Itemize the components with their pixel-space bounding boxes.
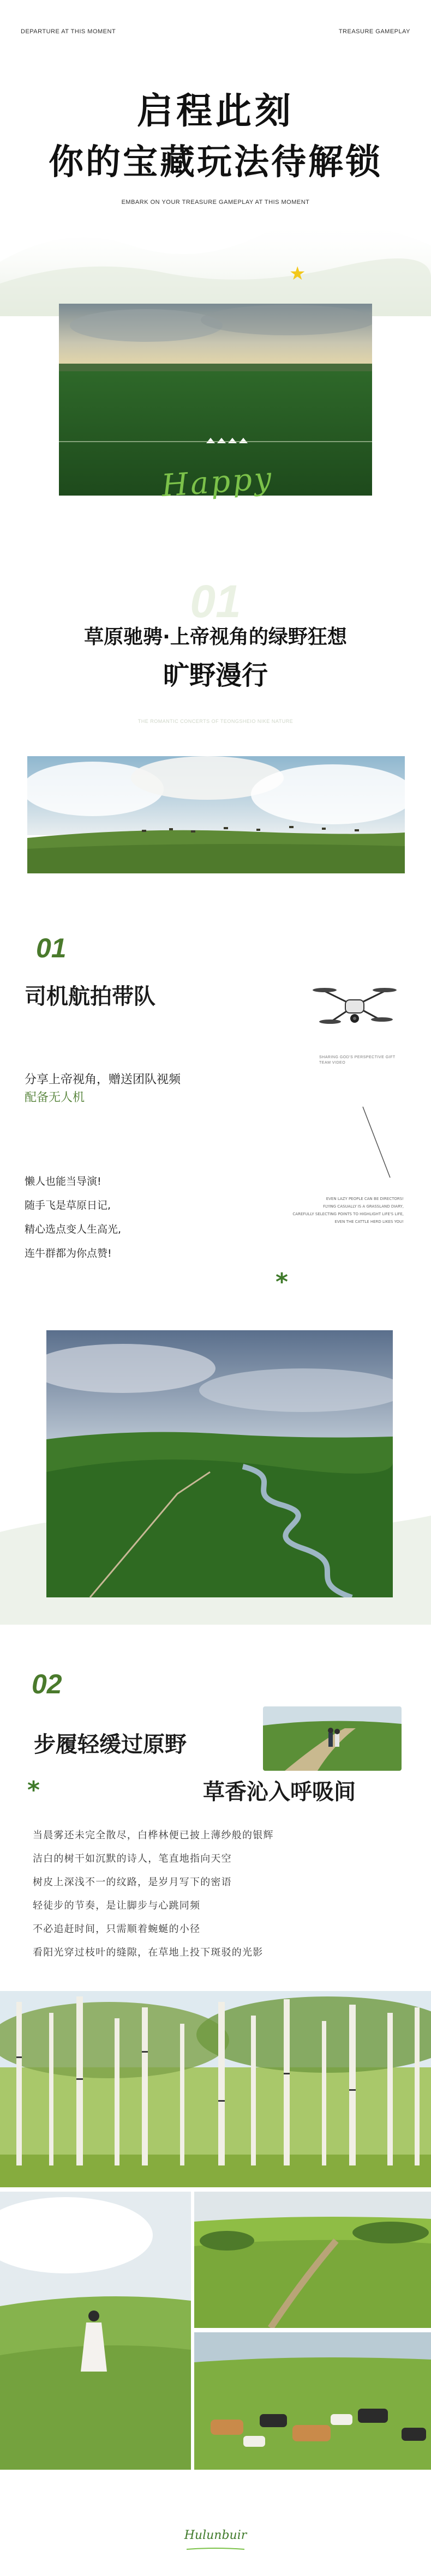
- cattle-herd-photo: [194, 2332, 431, 2470]
- hero-title-line1: 启程此刻: [137, 89, 294, 132]
- diagonal-line-decoration: [360, 1104, 393, 1180]
- drone-caption: SHARING GOD'S PERSPECTIVE GIFT TEAM VIDEO: [319, 1055, 396, 1065]
- header-right-tag: TREASURE GAMEPLAY: [338, 28, 410, 35]
- section2-title1: 步履轻缓过原野: [34, 1732, 187, 1757]
- star-icon: ★: [289, 263, 306, 285]
- girl-in-meadow-photo: [0, 2192, 191, 2470]
- section1-desc-line2: 配备无人机: [25, 1091, 85, 1105]
- section1-desc-line1: 分享上帝视角，赠送团队视频: [25, 1073, 181, 1087]
- section1-body: [25, 1169, 205, 1265]
- hero-title-line2: 你的宝藏玩法待解锁: [49, 142, 382, 183]
- happy-script-word: Happy: [160, 460, 275, 504]
- section1-body-line: 连牛群都为你点赞!: [25, 1247, 112, 1259]
- section2-paragraph: [33, 1824, 415, 1964]
- paragraph-line: 洁白的树干如沉默的诗人，笔直地指向天空: [33, 1853, 232, 1865]
- footer-logo-underline: [185, 2547, 246, 2551]
- meadow-path-photo: [194, 2192, 431, 2328]
- section2-number: 02: [32, 1669, 62, 1699]
- en-caption-line: FLYING CASUALLY IS A GRASSLAND DIARY,: [323, 1204, 404, 1209]
- en-caption-line: CAREFULLY SELECTING POINTS TO HIGHLIGHT LIFE'S LIFE,: [292, 1212, 404, 1216]
- hero-subtitle: EMBARK ON YOUR TREASURE GAMEPLAY AT THIS MOMENT: [121, 199, 310, 206]
- section1-number: 01: [36, 933, 67, 963]
- section-main-heading-line1: 草原驰骋·上帝视角的绿野狂想: [84, 626, 347, 648]
- header-left-tag: DEPARTURE AT THIS MOMENT: [21, 28, 116, 35]
- section1-body-line: 懒人也能当导演!: [25, 1175, 101, 1187]
- en-caption-line: EVEN LAZY PEOPLE CAN BE DIRECTORS!: [326, 1197, 404, 1201]
- paragraph-line: 树皮上深浅不一的纹路，是岁月写下的密语: [33, 1877, 232, 1888]
- section1-body-line: 随手飞是草原日记,: [25, 1199, 111, 1211]
- paragraph-line: 不必追赶时间，只需顺着蜿蜒的小径: [33, 1923, 201, 1935]
- section1-body-line: 精心选点变人生高光,: [25, 1223, 122, 1235]
- paragraph-line: 轻徒步的节奏，是让脚步与心跳同频: [33, 1900, 201, 1911]
- section1-en-caption: [240, 1195, 404, 1226]
- footer-logo: Hulunbuir: [184, 2529, 247, 2542]
- section-main-heading-line2: 旷野漫行: [163, 660, 268, 691]
- wide-grassland-photo: [27, 756, 405, 873]
- river-valley-photo: [46, 1330, 393, 1597]
- section2-title2: 草香沁入呼吸间: [203, 1779, 356, 1805]
- asterisk-icon: *: [276, 1268, 289, 1296]
- section-main-number: 01: [190, 576, 241, 627]
- asterisk-icon: *: [27, 1776, 40, 1804]
- birch-forest-photo: [0, 1991, 431, 2187]
- en-caption-line: EVEN THE CATTLE HERD LIKES YOU!: [334, 1220, 404, 1224]
- header-mist-background: [0, 164, 431, 316]
- paragraph-line: 看阳光穿过枝叶的缝隙，在草地上投下斑驳的光影: [33, 1947, 264, 1958]
- section-main-caption: THE ROMANTIC CONCERTS OF TEONGSHEIO NIKE NATURE: [137, 719, 294, 724]
- drone-icon: [308, 976, 401, 1047]
- paragraph-line: 当晨雾还未完全散尽，白桦林便已披上薄纱般的银辉: [33, 1830, 274, 1841]
- hiking-couple-photo: [263, 1706, 402, 1771]
- section1-title: 司机航拍带队: [25, 984, 155, 1009]
